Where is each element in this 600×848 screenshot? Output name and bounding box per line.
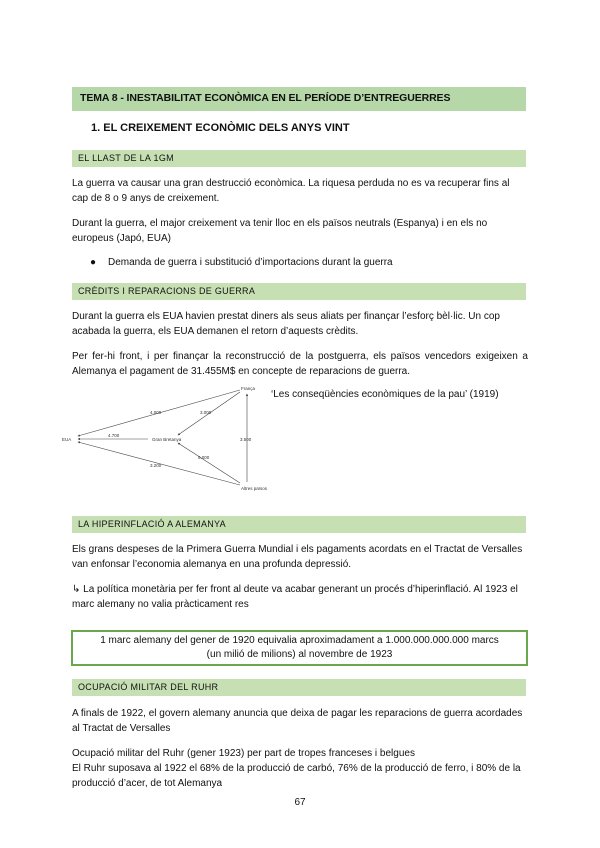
paragraph-produccio: El Ruhr suposava al 1922 el 68% de la producció de carbó, 76% de la producció de ferro, i 80% de la producció d’acer, de tot Alemanya: [72, 763, 521, 789]
page-number: 67: [294, 797, 306, 808]
paragraph-impagament: A finals de 1922, el govern alemany anuncia que deixa de pagar les reparacions de guerra acordades al Tractat de Versalles: [72, 708, 523, 734]
paragraph-creixement: Durant la guerra, el major creixement va tenir lloc en els països neutrals (Espanya) i en els no europeus (Japó, EUA): [72, 218, 488, 244]
value-label: 4.700: [108, 433, 120, 438]
diagram-caption: ‘Les conseqüències econòmiques de la pau’ (1919): [271, 389, 499, 400]
node-altres: Altres països: [241, 486, 268, 491]
highlight-line-2: (un milió de milions) al novembre de 1923: [206, 649, 393, 660]
bullet-icon: ●: [90, 257, 97, 268]
war-debts-diagram: [60, 380, 270, 500]
bullet-item: [90, 255, 393, 270]
node-gran-bretanya: Gran Bretanya: [152, 437, 182, 442]
paragraph-depressio: Els grans despeses de la Primera Guerra Mundial i els pagaments acordats en el Tractat de Versalles van enfonsar l’economia alemanya en una profunda depressió.: [72, 544, 523, 570]
value-label: 3.000: [200, 410, 212, 415]
value-label: 3.500: [240, 437, 252, 442]
subsection-header-ruhr: OCUPACIÓ MILITAR DEL RUHR: [72, 679, 526, 696]
paragraph-destruccio: La guerra va causar una gran destrucció econòmica. La riquesa perduda no es va recuperar fins al cap de 8 o 9 anys de creixement.: [72, 178, 510, 204]
bullet-text: Demanda de guerra i substitució d’importacions durant la guerra: [108, 257, 393, 268]
paragraph-politica-monetaria: ↳ La política monetària per fer front al deute va acabar generant un procés d’hiperinflació. Al 1923 el marc alemany no valia pràcticament res: [72, 584, 518, 610]
paragraph-ocupacio-line: Ocupació militar del Ruhr (gener 1923) per part de tropes franceses i belgues: [72, 748, 415, 759]
subsection-header-credits: CRÈDITS I REPARACIONS DE GUERRA: [72, 283, 526, 300]
paragraph-ocupacio: [72, 746, 528, 791]
subsection-header-llast: EL LLAST DE LA 1GM: [72, 150, 526, 167]
section-title: 1. EL CREIXEMENT ECONÒMIC DELS ANYS VINT: [91, 122, 350, 134]
node-eua: EUA: [62, 437, 72, 442]
value-label: 3.200: [150, 463, 162, 468]
value-label: 4.000: [150, 410, 162, 415]
value-label: 5.000: [198, 455, 210, 460]
subsection-header-hiperinflacio: LA HIPERINFLACIÓ A ALEMANYA: [72, 516, 526, 533]
highlight-box: [71, 630, 528, 666]
node-franca: França: [241, 386, 256, 391]
paragraph-reparacions: Per fer-hi front, i per finançar la reconstrucció de la postguerra, els països vencedors exigeixen a Alemanya el pagament de 31.455M$ en concepte de reparacions de guerra.: [72, 351, 528, 377]
paragraph-prestecs: Durant la guerra els EUA havien prestat diners als seus aliats per finançar l’esforç bèl·lic. Un cop acabada la guerra, els EUA demanen el retorn d’aquests crèdits.: [72, 311, 500, 337]
theme-title: TEMA 8 - INESTABILITAT ECONÒMICA EN EL PERÍODE D’ENTREGUERRES: [72, 87, 526, 111]
highlight-line-1: 1 marc alemany del gener de 1920 equivalia aproximadament a 1.000.000.000.000 marcs: [100, 635, 499, 646]
